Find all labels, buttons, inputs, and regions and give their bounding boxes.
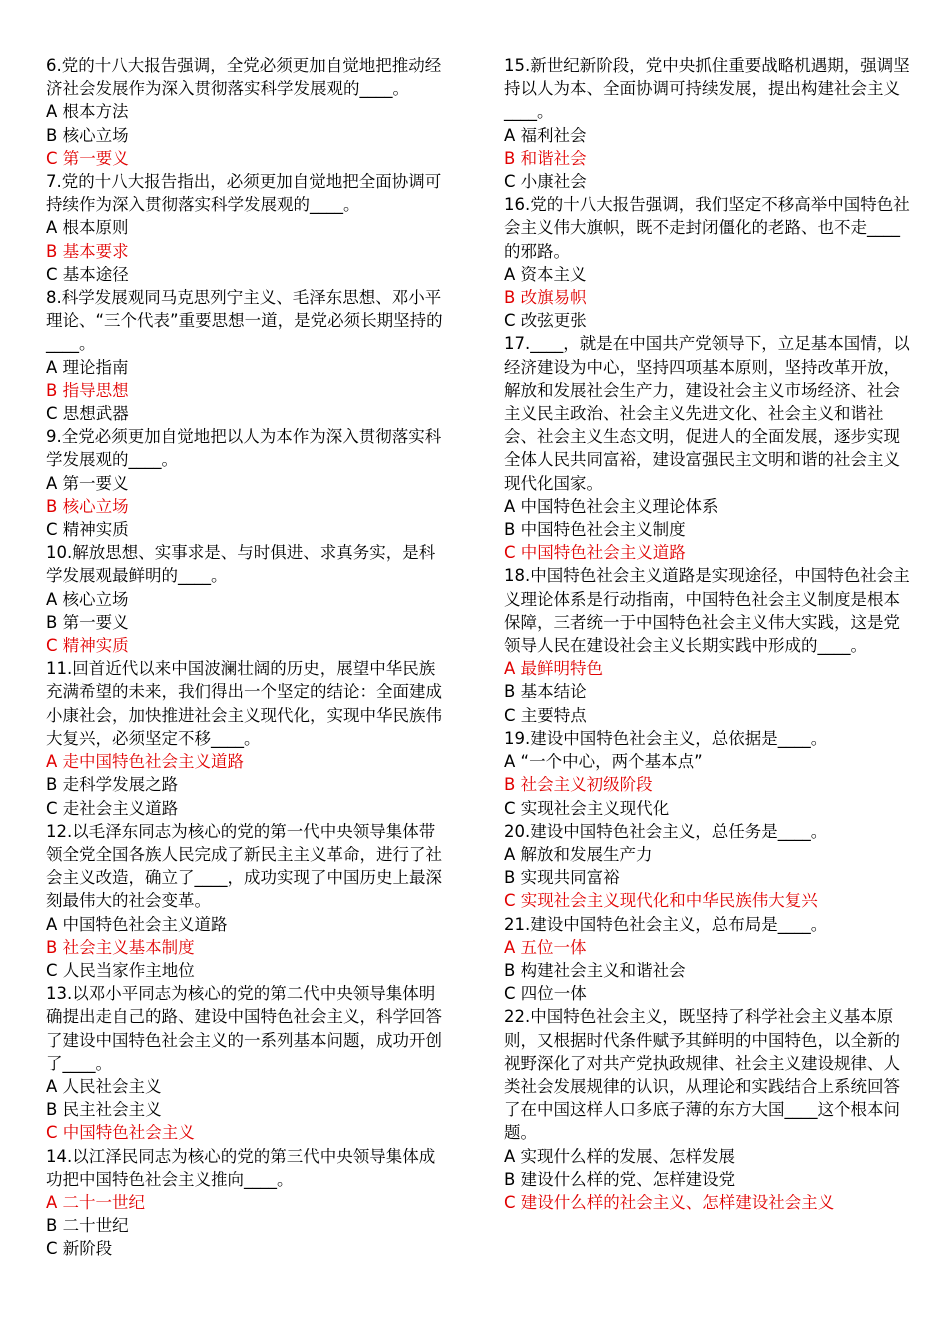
answer-option: A 解放和发展生产力 [504, 844, 653, 864]
answer-option: A 核心立场 [46, 589, 129, 609]
question-text: 8.科学发展观同马克思列宁主义、毛泽东思想、邓小平理论、“三个代表”重要思想一道，是党必须长期坚持的____。 [46, 288, 443, 354]
question-block [504, 727, 914, 820]
answer-option-correct: B 指导思想 [46, 380, 129, 400]
answer-option: C 实现社会主义现代化 [504, 798, 670, 818]
answer-option: A 第一要义 [46, 473, 129, 493]
answer-option: A 根本原则 [46, 218, 129, 238]
left-column [46, 54, 446, 1261]
question-block [46, 286, 446, 425]
answer-option: C 改弦更张 [504, 311, 587, 331]
question-text: 22.中国特色社会主义，既坚持了科学社会主义基本原则，又根据时代条件赋予其鲜明的中国特色，以全新的视野深化了对共产党执政规律、社会主义建设规律、人类社会发展规律的认识，从理论和实践结合上系统回答了在中国这样人口多底子薄的东方大国____这个根本问题。 [504, 1007, 900, 1143]
answer-option-correct: B 社会主义初级阶段 [504, 775, 653, 795]
answer-option: B 二十世纪 [46, 1216, 129, 1236]
question-block [46, 170, 446, 286]
answer-option: B 核心立场 [46, 125, 129, 145]
answer-option-correct: C 中国特色社会主义道路 [504, 543, 686, 563]
question-text: 7.党的十八大报告指出，必须更加自觉地把全面协调可持续作为深入贯彻落实科学发展观的____。 [46, 172, 442, 215]
question-text: 12.以毛泽东同志为核心的党的第一代中央领导集体带领全党全国各族人民完成了新民主主义革命，进行了社会主义改造，确立了____，成功实现了中国历史上最深刻最伟大的社会变革。 [46, 821, 442, 911]
answer-option-correct: C 精神实质 [46, 636, 129, 656]
answer-option: A 理论指南 [46, 357, 129, 377]
answer-option: A 福利社会 [504, 125, 587, 145]
question-block [504, 193, 914, 332]
answer-option: C 走社会主义道路 [46, 798, 179, 818]
question-block [504, 820, 914, 913]
answer-option: A “一个中心，两个基本点” [504, 752, 703, 772]
answer-option: C 基本途径 [46, 264, 129, 284]
answer-option-correct: B 基本要求 [46, 241, 129, 261]
question-text: 15.新世纪新阶段，党中央抓住重要战略机遇期，强调坚持以人为本、全面协调可持续发展，提出构建社会主义____。 [504, 56, 910, 122]
answer-option: A 中国特色社会主义理论体系 [504, 496, 719, 516]
answer-option: A 根本方法 [46, 102, 129, 122]
answer-option: B 实现共同富裕 [504, 868, 620, 888]
answer-option-correct: A 最鲜明特色 [504, 659, 604, 679]
question-text: 6.党的十八大报告强调，全党必须更加自觉地把推动经济社会发展作为深入贯彻落实科学发展观的____。 [46, 56, 442, 99]
question-block [46, 657, 446, 819]
answer-option: B 构建社会主义和谐社会 [504, 960, 686, 980]
answer-option: C 四位一体 [504, 984, 587, 1004]
question-block [46, 1145, 446, 1261]
answer-option: B 民主社会主义 [46, 1100, 162, 1120]
question-text: 18.中国特色社会主义道路是实现途径，中国特色社会主义理论体系是行动指南，中国特色社会主义制度是根本保障，三者统一于中国特色社会主义伟大实践，这是党领导人民在建设社会主义长期实践中形成的____。 [504, 566, 910, 656]
question-block [46, 54, 446, 170]
answer-option-correct: B 社会主义基本制度 [46, 937, 195, 957]
answer-option: C 精神实质 [46, 520, 129, 540]
question-text: 17.____，就是在中国共产党领导下，立足基本国情，以经济建设为中心，坚持四项基本原则，坚持改革开放，解放和发展社会生产力，建设社会主义市场经济、社会主义民主政治、社会主义先进文化、社会主义和谐社会、社会主义生态文明，促进人的全面发展，逐步实现全体人民共同富裕，建设富强民主文明和谐的社会主义现代化国家。 [504, 334, 910, 493]
answer-option: B 第一要义 [46, 612, 129, 632]
answer-option: B 走科学发展之路 [46, 775, 179, 795]
answer-option: C 新阶段 [46, 1239, 113, 1259]
question-text: 9.全党必须更加自觉地把以人为本作为深入贯彻落实科学发展观的____。 [46, 427, 442, 470]
answer-option-correct: C 建设什么样的社会主义、怎样建设社会主义 [504, 1192, 835, 1212]
question-text: 16.党的十八大报告强调，我们坚定不移高举中国特色社会主义伟大旗帜，既不走封闭僵化的老路、也不走____的邪路。 [504, 195, 910, 261]
answer-option-correct: C 实现社会主义现代化和中华民族伟大复兴 [504, 891, 818, 911]
answer-option-correct: B 和谐社会 [504, 148, 587, 168]
question-block [46, 820, 446, 982]
question-block [504, 913, 914, 1006]
question-block [504, 54, 914, 193]
answer-option: A 人民社会主义 [46, 1076, 162, 1096]
answer-option: A 中国特色社会主义道路 [46, 914, 228, 934]
answer-option: B 中国特色社会主义制度 [504, 520, 686, 540]
question-block [46, 541, 446, 657]
question-text: 14.以江泽民同志为核心的党的第三代中央领导集体成功把中国特色社会主义推向____。 [46, 1146, 436, 1189]
question-text: 10.解放思想、实事求是、与时俱进、求真务实，是科学发展观最鲜明的____。 [46, 543, 436, 586]
answer-option: C 人民当家作主地位 [46, 960, 195, 980]
question-block [504, 332, 914, 564]
question-text: 13.以邓小平同志为核心的党的第二代中央领导集体明确提出走自己的路、建设中国特色社会主义，科学回答了建设中国特色社会主义的一系列基本问题，成功开创了____。 [46, 984, 442, 1073]
question-text: 19.建设中国特色社会主义，总依据是____。 [504, 728, 828, 748]
right-column [504, 54, 914, 1214]
question-block [46, 425, 446, 541]
answer-option-correct: A 五位一体 [504, 937, 587, 957]
answer-option-correct: A 走中国特色社会主义道路 [46, 752, 245, 772]
answer-option: C 小康社会 [504, 172, 587, 192]
question-text: 20.建设中国特色社会主义，总任务是____。 [504, 821, 828, 841]
answer-option-correct: C 第一要义 [46, 148, 129, 168]
answer-option: B 基本结论 [504, 682, 587, 702]
answer-option-correct: A 二十一世纪 [46, 1192, 146, 1212]
answer-option: B 建设什么样的党、怎样建设党 [504, 1169, 736, 1189]
question-block [46, 982, 446, 1144]
answer-option: C 思想武器 [46, 404, 129, 424]
answer-option-correct: B 改旗易帜 [504, 288, 587, 308]
answer-option-correct: B 核心立场 [46, 496, 129, 516]
answer-option: A 实现什么样的发展、怎样发展 [504, 1146, 736, 1166]
question-text: 21.建设中国特色社会主义，总布局是____。 [504, 914, 828, 934]
question-block [504, 1005, 914, 1214]
answer-option: C 主要特点 [504, 705, 587, 725]
question-text: 11.回首近代以来中国波澜壮阔的历史，展望中华民族充满希望的未来，我们得出一个坚定的结论：全面建成小康社会，加快推进社会主义现代化，实现中华民族伟大复兴，必须坚定不移____。 [46, 659, 442, 748]
answer-option: A 资本主义 [504, 264, 587, 284]
question-block [504, 564, 914, 726]
answer-option-correct: C 中国特色社会主义 [46, 1123, 195, 1143]
